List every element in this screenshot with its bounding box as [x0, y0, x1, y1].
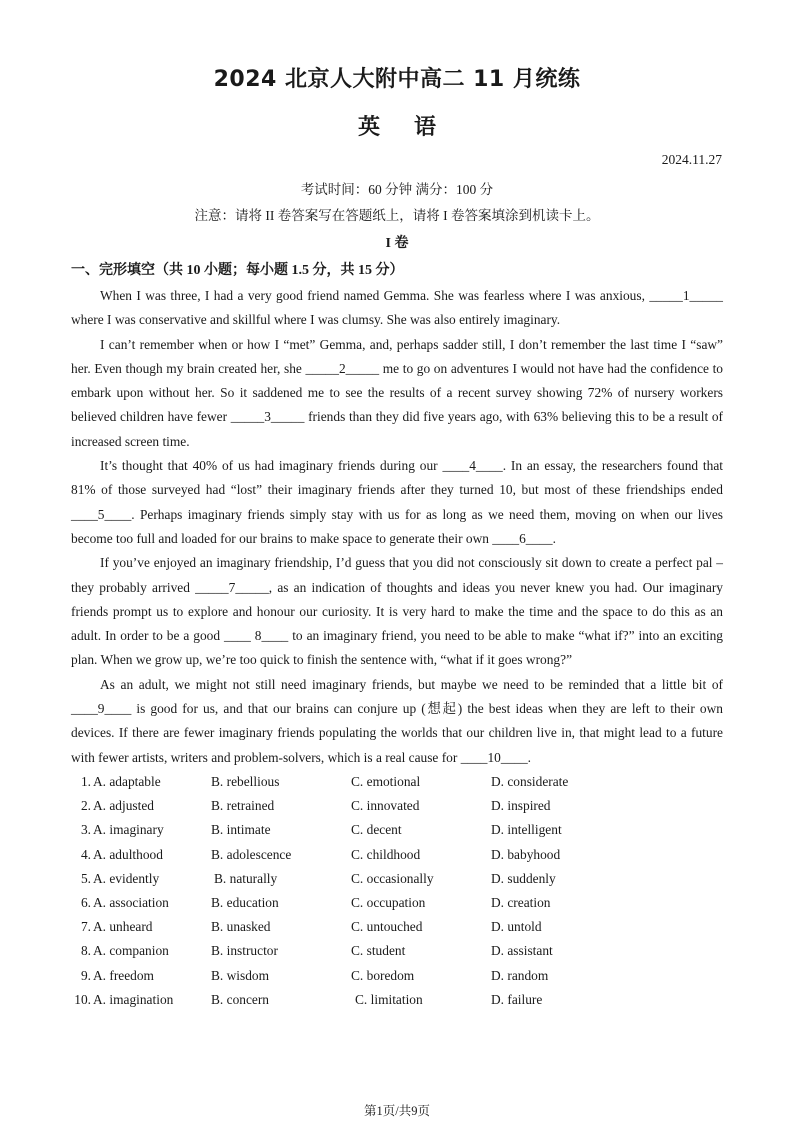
- option-d: D. failure: [491, 991, 543, 1007]
- blank-6: ____6____: [492, 530, 553, 546]
- blank-4: ____4____: [442, 458, 503, 474]
- option-row-10: [71, 988, 723, 1012]
- blank-9: ____9____: [71, 701, 132, 717]
- passage-paragraph-2: I can’t remember when or how I “met” Gemma, and, perhaps sadder still, I don’t remember the last time I “saw” her. Even though my brain created her, she _____2_____ me to go on adventures I would not have had the confidence to embark upon without her. So it saddened me to see the results of a recent survey showing 72% of nursery workers believed children have fewer _____3_____ friends than they did five years ago, with 63% believing this to be a result of increased screen time.: [71, 336, 724, 449]
- option-row-7: [71, 915, 723, 939]
- option-row-6: [71, 891, 723, 915]
- option-a: A. adulthood: [93, 846, 163, 862]
- section-heading: 一、完形填空（共 10 小题；每小题 1.5 分，共 15 分）: [71, 263, 404, 278]
- option-b: B. rebellious: [211, 774, 280, 789]
- option-c: C. occasionally: [351, 870, 434, 886]
- option-c: C. boredom: [351, 967, 415, 983]
- blank-3: _____3_____: [230, 409, 305, 425]
- option-c: C. decent: [351, 822, 402, 838]
- blank-8: ____ 8____: [224, 628, 289, 644]
- passage-paragraph-5: As an adult, we might not still need imaginary friends, but maybe we need to be reminded that a little bit of ____9____ is good for us, and that our brains can conjure up (想起) the best ideas when they are left to their own devices. If there are fewer imaginary friends populating the worlds that our children live in, that might lead to a future with fewer artists, writers and problem-solvers, which is a real cause for ____10____.: [71, 676, 723, 765]
- option-d: D. assistant: [491, 943, 553, 959]
- passage-paragraph-4: If you’ve enjoyed an imaginary friendship, I’d guess that you did not consciously sit down to create a perfect pal – they probably arrived _____7_____, as an indication of thoughts and ideas you never knew you had. Our imaginary friends prompt us to explore and honour our curiosity. It is very hard to make the time and the space to do this as an adult. In order to be a good ____ 8____ to an imaginary friend, you need to be able to make “what if?” into an exciting plan. When we grow up, we’re too quick to finish the sentence with, “what if it goes wrong?”: [71, 555, 723, 668]
- option-a: A. evidently: [93, 870, 160, 886]
- option-b: B. retrained: [211, 798, 275, 814]
- option-d: D. creation: [491, 894, 551, 910]
- cloze-passage: [71, 284, 723, 770]
- question-number: 9.: [80, 967, 91, 983]
- option-b: B. wisdom: [211, 967, 270, 983]
- option-d: D. random: [491, 967, 549, 983]
- option-row-8: [71, 939, 723, 963]
- question-number: 1.: [80, 774, 91, 789]
- option-d: D. considerate: [491, 774, 569, 789]
- option-row-1: [71, 770, 723, 794]
- option-a: A. adaptable: [93, 774, 161, 789]
- option-a: A. unheard: [93, 919, 153, 935]
- option-row-3: [71, 818, 723, 842]
- option-c: C. untouched: [351, 919, 423, 935]
- option-c: C. childhood: [351, 846, 421, 862]
- option-row-9: [71, 964, 723, 988]
- option-c: C. innovated: [351, 798, 420, 814]
- option-b: B. concern: [211, 991, 270, 1007]
- blank-7: _____7_____: [195, 579, 269, 595]
- answer-options: [71, 770, 723, 1012]
- exam-date: 2024.11.27: [661, 152, 722, 167]
- option-b: B. education: [211, 894, 279, 910]
- option-a: A. freedom: [93, 967, 154, 983]
- volume-heading: I 卷: [385, 236, 409, 251]
- blank-5: ____5____: [71, 506, 132, 522]
- question-number: 8.: [80, 943, 91, 959]
- option-a: A. imaginary: [93, 822, 164, 838]
- option-d: D. suddenly: [491, 870, 556, 886]
- blank-10: ____10____: [460, 749, 528, 765]
- question-number: 2.: [80, 798, 91, 814]
- passage-paragraph-1: When I was three, I had a very good friend named Gemma. She was fearless where I was anxious, _____1_____ where I was conservative and skillful where I was clumsy. She was also entirely imaginary.: [71, 288, 723, 328]
- option-c: C. occupation: [351, 894, 426, 910]
- option-c: C. limitation: [355, 991, 423, 1007]
- question-number: 10.: [74, 991, 91, 1007]
- option-row-5: [71, 867, 723, 891]
- option-b: B. adolescence: [211, 846, 292, 862]
- option-a: A. companion: [93, 943, 169, 959]
- option-b: B. intimate: [211, 822, 271, 838]
- option-row-2: [71, 794, 723, 818]
- document-title: 2024 北京人大附中高二 11 月统练: [213, 67, 581, 92]
- option-d: D. babyhood: [491, 846, 561, 862]
- option-a: A. imagination: [93, 991, 174, 1007]
- option-d: D. intelligent: [491, 822, 562, 838]
- option-row-4: [71, 843, 723, 867]
- question-number: 3.: [80, 822, 91, 838]
- option-a: A. adjusted: [93, 798, 154, 814]
- option-c: C. emotional: [351, 774, 421, 789]
- question-number: 4.: [80, 846, 91, 862]
- subject-heading: 英语: [357, 115, 470, 140]
- option-b: B. instructor: [211, 943, 278, 959]
- option-a: A. association: [93, 894, 169, 910]
- option-b: B. unasked: [211, 919, 271, 935]
- option-b: B. naturally: [214, 870, 278, 886]
- option-d: D. untold: [491, 919, 542, 935]
- exam-info: 考试时间：60 分钟 满分：100 分: [300, 182, 494, 197]
- passage-paragraph-3: It’s thought that 40% of us had imaginary friends during our ____4____. In an essay, the researchers found that 81% of those surveyed had “lost” their imaginary friends after they turned 10, but most of these friendships ended ____5____. Perhaps imaginary friends simply stay with us for as long as we need them, moving on when our lives become too full and loaded for our brains to make space to generate their own ____6____.: [71, 458, 724, 546]
- question-number: 7.: [80, 919, 91, 935]
- blank-1: _____1_____: [649, 288, 723, 303]
- option-d: D. inspired: [491, 798, 551, 814]
- question-number: 6.: [80, 894, 91, 910]
- option-c: C. student: [351, 943, 406, 959]
- page-number: 第1页/共9页: [364, 1104, 430, 1118]
- question-number: 5.: [80, 870, 91, 886]
- blank-2: _____2_____: [305, 360, 380, 376]
- exam-notice: 注意：请将 II 卷答案写在答题纸上，请将 I 卷答案填涂到机读卡上。: [194, 208, 600, 223]
